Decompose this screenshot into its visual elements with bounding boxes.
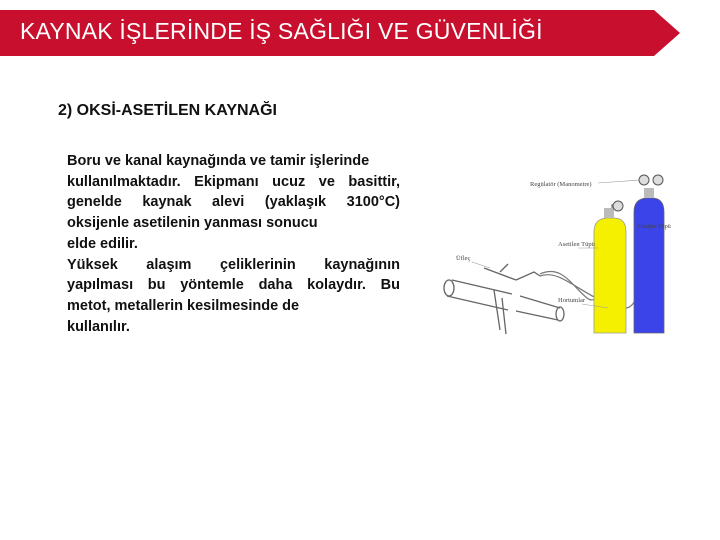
torch-label: Üfleç: [456, 255, 471, 262]
body-line: yapılması bu yöntemle daha kolaydır. Bu: [67, 277, 400, 294]
body-line: metot, metallerin kesilmesinde de: [67, 297, 300, 314]
body-line: Yüksek alaşım çeliklerinin kaynağının: [67, 256, 400, 273]
welding-equipment-illustration: [412, 168, 682, 343]
title-bar: [0, 10, 680, 56]
oxygen-tube: [634, 188, 664, 333]
body-line: kullanılmaktadır. Ekipmanı ucuz ve basittir,: [67, 173, 400, 190]
body-line: kullanılır.: [67, 318, 130, 335]
oxygen-label: Oksijen Tüpü: [638, 224, 671, 230]
body-line: elde edilir.: [67, 235, 138, 252]
regulator-label: Regülatör (Manometre): [530, 181, 592, 188]
body-line: oksijenle asetilenin yanması sonucu: [67, 215, 318, 232]
section-body: [67, 151, 400, 337]
acetylene-label: Asetilen Tüpü: [558, 241, 595, 248]
hoses-label: Hortumlar: [558, 297, 586, 304]
torch-icon: [484, 264, 540, 280]
body-line: genelde kaynak alevi (yaklaşık 3100°C): [67, 194, 400, 211]
acetylene-tube: [594, 208, 626, 333]
section-heading: 2) OKSİ-ASETİLEN KAYNAĞI: [58, 102, 277, 119]
pipe-workpiece: [444, 280, 564, 334]
page-title: KAYNAK İŞLERİNDE İŞ SAĞLIĞI VE GÜVENLİĞİ: [20, 18, 543, 44]
body-line: Boru ve kanal kaynağında ve tamir işlerinde: [67, 153, 370, 169]
